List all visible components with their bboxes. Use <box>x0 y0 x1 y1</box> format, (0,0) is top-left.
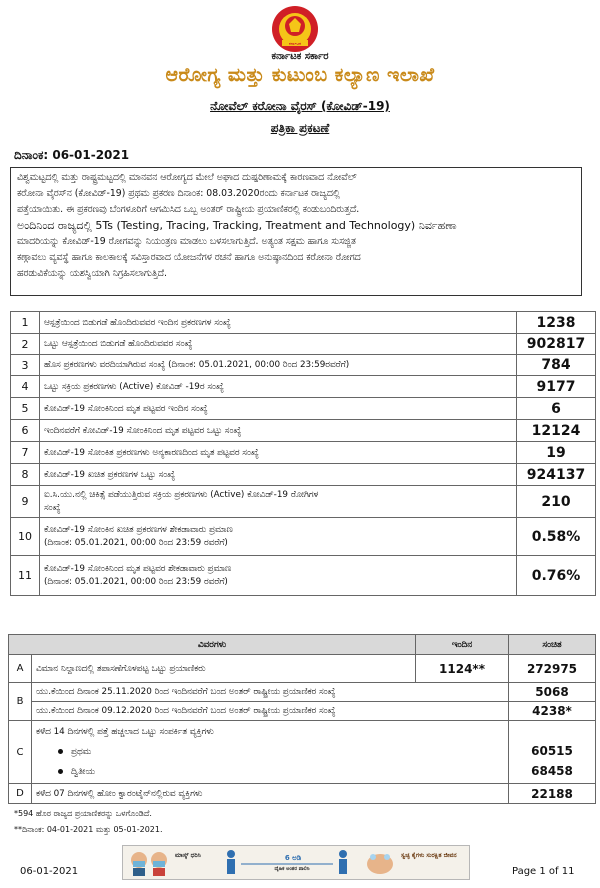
row-label: ಯು.ಕೆಯಿಂದ ದಿನಾಂಕ 09.12.2020 ರಿಂದ ಇಂದಿನವರೆಗೆ ಬಂದ ಅಂತರ್ ರಾಷ್ಟ್ರೀಯ ಪ್ರಯಾಣಿಕರ ಸಂಖ್ಯೆ <box>32 702 509 721</box>
table-row <box>9 655 596 683</box>
page-number: Page 1 of 11 <box>512 866 575 877</box>
row-letter: C <box>9 721 32 784</box>
hand-wash-icon <box>363 849 397 876</box>
footnote: **ದಿನಾಂಕ: 04-01-2021 ಮತ್ತು 05-01-2021. <box>14 825 163 834</box>
row-number: 1 <box>11 312 40 334</box>
row-label-secondary: ಸಂಖ್ಯೆ <box>44 503 61 513</box>
row-label: ಇಂದಿನವರೆಗೆ ಕೋವಿಡ್-19 ಸೋಂಕಿನಿಂದ ಮೃತ ಪಟ್ಟವರ ಒಟ್ಟು ಸಂಖ್ಯೆ <box>44 425 242 436</box>
row-value: 1238 <box>517 312 596 334</box>
table-row <box>9 721 596 784</box>
mask-label: ಮಾಸ್ಕ್ ಧರಿಸಿ <box>175 852 201 859</box>
table-row <box>11 334 596 355</box>
bullet-icon <box>58 749 63 754</box>
mask-faces-icon <box>127 849 171 876</box>
row-label-cell <box>40 518 517 556</box>
row-label: ಒಟ್ಟು ಆಸ್ಪತ್ರೆಯಿಂದ ಬಿಡುಗಡೆ ಹೊಂದಿರುವವರ ಸಂಖ್ಯೆ <box>44 339 193 349</box>
row-label: ಯು.ಕೆಯಿಂದ ದಿನಾಂಕ 25.11.2020 ರಿಂದ ಇಂದಿನವರೆಗೆ ಬಂದ ಅಂತರ್ ರಾಷ್ಟ್ರೀಯ ಪ್ರಯಾಣಿಕರ ಸಂಖ್ಯೆ <box>32 683 509 702</box>
row-cumulative-value: 272975 <box>509 655 596 683</box>
secondary-contacts-value: 68458 <box>531 764 573 778</box>
contacts-values <box>509 721 596 784</box>
row-number: 3 <box>11 355 40 376</box>
row-label-cell <box>40 442 517 464</box>
row-cumulative-value: 5068 <box>509 683 596 702</box>
row-value: 12124 <box>517 420 596 442</box>
row-label: ಕೋವಿಡ್-19 ಸೋಂಕಿನಿಂದ ಮೃತ ಪಟ್ಟವರ ಇಂದಿನ ಸಂಖ್ಯೆ <box>44 403 208 414</box>
row-number: 11 <box>11 556 40 596</box>
row-label-cell <box>40 420 517 442</box>
department-title: ಆರೋಗ್ಯ ಮತ್ತು ಕುಟುಂಬ ಕಲ್ಯಾಣ ಇಲಾಖೆ <box>165 64 435 86</box>
row-number: 10 <box>11 518 40 556</box>
table-header-row <box>9 635 596 655</box>
row-label-cell <box>40 556 517 596</box>
safety-banner <box>122 845 470 880</box>
row-number: 4 <box>11 376 40 398</box>
row-label-secondary: (ದಿನಾಂಕ: 05.01.2021, 00:00 ರಿಂದ 23:59 ರವರೆಗೆ) <box>44 577 228 587</box>
row-value: 924137 <box>517 464 596 486</box>
distance-label: 6 ಅಡಿ <box>284 854 302 862</box>
table-row <box>9 683 596 702</box>
secondary-contacts-label: ದ್ವಿತೀಯ <box>71 767 95 777</box>
table-row <box>11 442 596 464</box>
table-row <box>11 376 596 398</box>
row-value: 784 <box>517 355 596 376</box>
intro-line: ಪತ್ತೆಯಾಯಿತು. ಈ ಪ್ರಕರಣವು ಬೆಂಗಳೂರಿಗೆ ಆಗಮಿಸಿದ ಒಬ್ಬ ಅಂತರ್ ರಾಷ್ಟ್ರೀಯ ಪ್ರಯಾಣಿಕರಲ್ಲಿ ಕಂಡುಬಂದಿರುತ್ತದೆ. <box>17 204 360 215</box>
distance-sublabel: ದೈಹಿಕ ಅಂತರ ಪಾಲಿಸಿ <box>274 866 310 872</box>
bullet-icon <box>58 769 63 774</box>
row-letter: B <box>9 683 32 721</box>
row-today-value: 1124** <box>416 655 509 683</box>
intro-line: ಹರಡುವಿಕೆಯನ್ನು ಯಶಸ್ವಿಯಾಗಿ ನಿಗ್ರಹಿಸಲಾಗುತ್ತಿದೆ. <box>17 268 167 279</box>
release-date: ದಿನಾಂಕ: 06-01-2021 <box>14 148 130 162</box>
government-name: ಕರ್ನಾಟಕ ಸರ್ಕಾರ <box>271 51 329 62</box>
row-letter: A <box>9 655 32 683</box>
header-today: ಇಂದಿನ <box>416 635 509 655</box>
row-value: 210 <box>517 486 596 518</box>
covid-stats-table <box>10 311 596 596</box>
table-row <box>11 398 596 420</box>
intro-line: ಮಾದರಿಯನ್ನು ಕೋವಿಡ್-19 ರೋಗವನ್ನು ನಿಯಂತ್ರಣ ಮಾಡಲು ಬಳಸಲಾಗುತ್ತಿದೆ. ಅತ್ಯಂತ ಸಕ್ಷಮ ಹಾಗೂ ಸುಸಜ್ಜಿತ <box>17 236 356 247</box>
footnote: *594 ಹೊರ ರಾಜ್ಯದ ಪ್ರಯಾಣಿಕರನ್ನು ಒಳಗೊಂಡಿದೆ. <box>14 809 152 818</box>
primary-contacts-value: 60515 <box>531 744 573 758</box>
table-row <box>11 518 596 556</box>
row-value: 9177 <box>517 376 596 398</box>
row-label: ಕೋವಿಡ್-19 ಸೋಂಕಿತ ಪ್ರಕರಣಗಳು ಅನ್ಯಕಾರಣದಿಂದ ಮೃತ ಪಟ್ಟವರ ಸಂಖ್ಯೆ <box>44 447 259 458</box>
row-label-cell <box>40 464 517 486</box>
header-details: ವಿವರಗಳು <box>9 635 416 655</box>
table-row <box>11 355 596 376</box>
primary-contacts-label: ಪ್ರಥಮ <box>71 747 92 757</box>
karnataka-emblem-icon <box>262 4 328 54</box>
press-release-title: ಪತ್ರಿಕಾ ಪ್ರಕಟಣೆ <box>270 121 330 135</box>
travel-contacts-table <box>8 634 596 804</box>
intro-paragraph <box>10 167 582 296</box>
row-number: 9 <box>11 486 40 518</box>
table-row <box>11 420 596 442</box>
row-label: ಹೊಸ ಪ್ರಕರಣಗಳು ವರದಿಯಾಗಿರುವ ಸಂಖ್ಯೆ (ದಿನಾಂಕ: 05.01.2021, 00:00 ರಿಂದ 23:59ರವರೆಗೆ) <box>44 360 350 370</box>
row-label-cell <box>40 355 517 376</box>
row-label: ಕೋವಿಡ್-19 ಸೋಂಕಿನಿಂದ ಮೃತ ಪಟ್ಟವರ ಶೇಕಡಾವಾರು ಪ್ರಮಾಣ <box>44 564 232 574</box>
row-label: ವಿಮಾನ ನಿಲ್ದಾಣದಲ್ಲಿ ತಪಾಸಣೆಗೊಳಪಟ್ಟ ಒಟ್ಟು ಪ್ರಯಾಣಿಕರು <box>32 655 416 683</box>
row-number: 8 <box>11 464 40 486</box>
hand-wash-label: ಸ್ವಚ್ಛ ಕೈಗಳು ಸುರಕ್ಷಿತ ಜೀವನ <box>401 852 457 859</box>
table-row <box>11 464 596 486</box>
row-label-cell <box>40 486 517 518</box>
table-row <box>9 702 596 721</box>
row-label: ಕಳೆದ 14 ದಿನಗಳಲ್ಲಿ ಪತ್ತೆ ಹಚ್ಚಲಾದ ಒಟ್ಟು ಸಂಪರ್ಕಿತ ವ್ಯಕ್ತಿಗಳು <box>36 727 214 737</box>
row-value: 19 <box>517 442 596 464</box>
row-label: ಐ.ಸಿ.ಯು.ನಲ್ಲಿ ಚಿಕಿತ್ಸೆ ಪಡೆಯುತ್ತಿರುವ ಸಕ್ರಿಯ ಪ್ರಕರಣಗಳು (Active) ಕೋವಿಡ್-19 ರೋಗಿಗಳ <box>44 490 319 500</box>
row-label-cell <box>40 398 517 420</box>
row-label-secondary: (ದಿನಾಂಕ: 05.01.2021, 00:00 ರಿಂದ 23:59 ರವರೆಗೆ) <box>44 538 228 548</box>
row-number: 6 <box>11 420 40 442</box>
intro-line: ವಿಶ್ವಮಟ್ಟದಲ್ಲಿ ಮತ್ತು ರಾಷ್ಟ್ರಮಟ್ಟದಲ್ಲಿ ಮಾನವನ ಆರೋಗ್ಯದ ಮೇಲೆ ಅಘಾದ ದುಷ್ಪರಿಣಾಮಕ್ಕೆ ಕಾರಣವಾದ ನೋವೆಲ್ <box>17 172 357 183</box>
row-value: 0.58% <box>517 518 596 556</box>
svg-text:ಕರ್ನಾಟಕ: ಕರ್ನಾಟಕ <box>289 41 301 46</box>
row-label-cell <box>40 376 517 398</box>
row-number: 7 <box>11 442 40 464</box>
intro-line: ಅಂದಿನಿಂದ ರಾಜ್ಯದಲ್ಲಿ 5Ts (Testing, Tracing, Tracking, Treatment and Technology) ನಿರ್ವಹಣಾ <box>17 219 457 232</box>
footer-date: 06-01-2021 <box>20 866 79 877</box>
row-number: 5 <box>11 398 40 420</box>
header-cumulative: ಸಂಚಿತ <box>509 635 596 655</box>
table-row <box>11 312 596 334</box>
row-value: 902817 <box>517 334 596 355</box>
subject-title: ನೋವೆಲ್ ಕರೋನಾ ವೈರಸ್ (ಕೋವಿಡ್-19) <box>210 99 390 113</box>
table-row <box>11 486 596 518</box>
row-label: ಕೋವಿಡ್-19 ಖಚಿತ ಪ್ರಕರಣಗಳ ಒಟ್ಟು ಸಂಖ್ಯೆ <box>44 469 176 480</box>
row-label: ಒಟ್ಟು ಸಕ್ರಿಯ ಪ್ರಕರಣಗಳು (Active) ಕೋವಿಡ್ -19ರ ಸಂಖ್ಯೆ <box>44 381 224 392</box>
row-cumulative-value: 4238* <box>509 702 596 721</box>
row-value: 0.76% <box>517 556 596 596</box>
list-item <box>36 742 504 762</box>
table-row <box>11 556 596 596</box>
table-row <box>9 784 596 804</box>
row-letter: D <box>9 784 32 804</box>
row-label: ಆಸ್ಪತ್ರೆಯಿಂದ ಬಿಡುಗಡೆ ಹೊಂದಿರುವವರ ಇಂದಿನ ಪ್ರಕರಣಗಳ ಸಂಖ್ಯೆ <box>44 317 231 328</box>
row-label-cell <box>40 312 517 334</box>
list-item <box>36 762 504 782</box>
contacts-cell <box>32 721 509 784</box>
row-label: ಕಳೆದ 07 ದಿನಗಳಲ್ಲಿ ಹೋಂ ಕ್ವಾರಂಟೈನ್‌ನಲ್ಲಿರುವ ವ್ಯಕ್ತಿಗಳು <box>32 784 509 804</box>
row-label: ಕೋವಿಡ್-19 ಸೋಂಕಿನ ಖಚಿತ ಪ್ರಕರಣಗಳ ಶೇಕಡಾವಾರು ಪ್ರಮಾಣ <box>44 525 233 535</box>
row-cumulative-value: 22188 <box>509 784 596 804</box>
row-value: 6 <box>517 398 596 420</box>
intro-line: ಕಣ್ಗಾವಲು ವ್ಯವಸ್ಥೆ ಹಾಗೂ ಕಾಲಕಾಲಕ್ಕೆ ಸವಿಸ್ತಾರವಾದ ಯೋಜನೆಗಳ ರಚನೆ ಹಾಗೂ ಅನುಷ್ಠಾನದಿಂದ ಕರೋನಾ ರೋಗದ <box>17 252 361 263</box>
row-number: 2 <box>11 334 40 355</box>
row-label-cell <box>40 334 517 355</box>
intro-line: ಕರೋನಾ ವೈರಸ್‌ನ (ಕೋವಿಡ್-19) ಪ್ರಥಮ ಪ್ರಕರಣ ದಿನಾಂಕ: 08.03.2020ರಂದು ಕರ್ನಾಟಕ ರಾಜ್ಯದಲ್ಲಿ <box>17 188 340 199</box>
